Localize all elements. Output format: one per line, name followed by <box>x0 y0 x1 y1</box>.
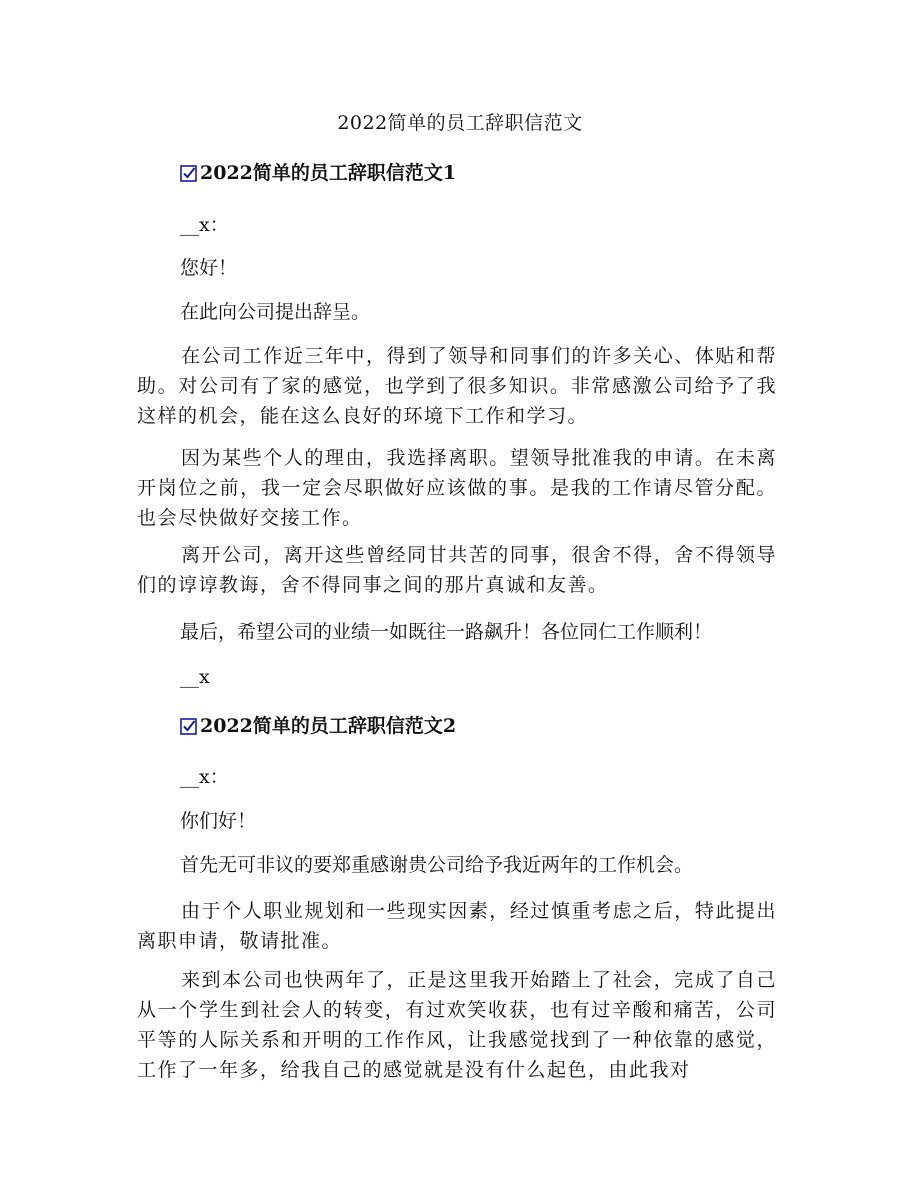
letter1-heading-text: 2022简单的员工辞职信范文1 <box>200 162 457 184</box>
letter1-signature: __x <box>180 666 210 688</box>
letter1-greeting: 您好！ <box>180 257 238 279</box>
letter1-heading <box>180 158 456 188</box>
letter1-salutation: __x： <box>180 214 229 236</box>
letter1-paragraph-1: 在公司工作近三年中，得到了领导和同事们的许多关心、体贴和帮助。对公司有了家的感觉，也学到了很多知识。非常感激公司给予了我这样的机会，能在这么良好的环境下工作和学习。 <box>137 345 777 427</box>
letter2-heading-text: 2022简单的员工辞职信范文2 <box>200 715 457 737</box>
checkbox-checked-icon <box>180 165 197 182</box>
letter2-greeting: 你们好！ <box>180 810 257 832</box>
letter2-paragraph-2: 来到本公司也快两年了，正是这里我开始踏上了社会，完成了自己从一个学生到社会人的转变，有过欢笑收获，也有过辛酸和痛苦，公司平等的人际关系和开明的工作作风，让我感觉找到了一种依靠的感觉，工作了一年多，给我自己的感觉就是没有什么起色，由此我对 <box>137 969 777 1081</box>
letter1-closing: 最后，希望公司的业绩一如既往一路飙升！各位同仁工作顺利！ <box>180 621 713 643</box>
document-title: 2022简单的员工辞职信范文 <box>337 112 583 134</box>
letter2-paragraph-1: 由于个人职业规划和一些现实因素，经过慎重考虑之后，特此提出离职申请，敬请批准。 <box>137 900 777 952</box>
letter1-paragraph-2: 因为某些个人的理由，我选择离职。望领导批准我的申请。在未离开岗位之前，我一定会尽职做好应该做的事。是我的工作请尽管分配。也会尽快做好交接工作。 <box>137 447 777 529</box>
letter2-heading <box>180 711 456 741</box>
letter2-salutation: __x： <box>180 766 229 788</box>
letter1-paragraph-3: 离开公司，离开这些曾经同甘共苦的同事，很舍不得，舍不得领导们的谆谆教诲，舍不得同事之间的那片真诚和友善。 <box>137 544 777 596</box>
checkbox-checked-icon <box>180 718 197 735</box>
letter2-opening: 首先无可非议的要郑重感谢贵公司给予我近两年的工作机会。 <box>180 854 694 876</box>
letter1-opening: 在此向公司提出辞呈。 <box>180 301 371 323</box>
